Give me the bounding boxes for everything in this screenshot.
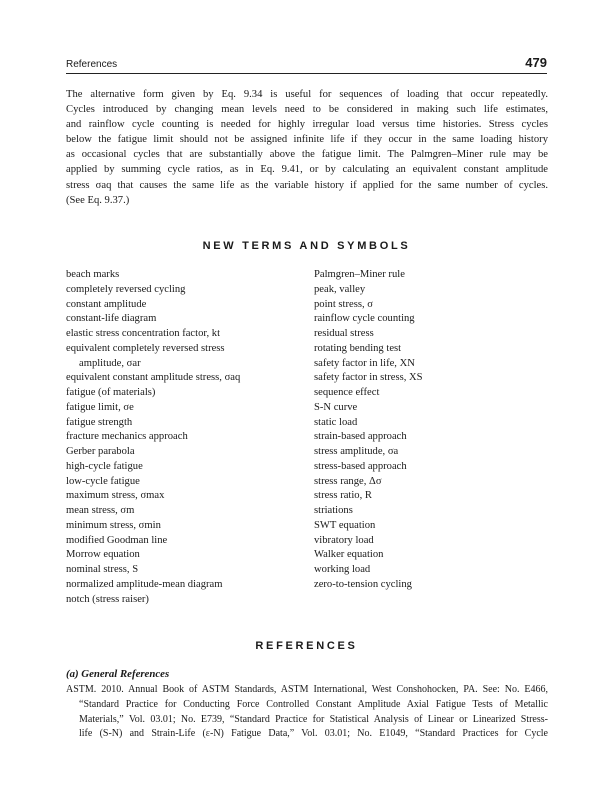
term-item: constant-life diagram [66, 313, 157, 325]
term-item: low-cycle fatigue [66, 475, 140, 487]
term-item: stress-based approach [314, 460, 407, 472]
intro-line: applied by summing cycle ratios, as in Eq. 9.41, or by calculating an equivalent constant amplitude [66, 164, 548, 176]
term-item: beach marks [66, 269, 120, 280]
page-number: 479 [525, 55, 547, 70]
term-item: Walker equation [314, 549, 384, 561]
term-item: equivalent constant amplitude stress, σaq [66, 372, 241, 384]
term-item: striations [314, 505, 353, 516]
term-item: Palmgren–Miner rule [314, 269, 405, 280]
general-references-subheading: (a) General References [66, 668, 170, 680]
intro-line: as occasional cycles that are substantially above the fatigue limit. The Palmgren–Miner rule may be [66, 149, 548, 161]
term-item: fatigue limit, σe [66, 401, 134, 413]
term-item: vibratory load [314, 534, 374, 546]
term-item: fatigue (of materials) [66, 387, 156, 398]
term-item: notch (stress raiser) [66, 593, 149, 605]
term-item: point stress, σ [314, 298, 373, 310]
running-header-section: References [66, 59, 118, 70]
term-item: mean stress, σm [66, 505, 135, 516]
running-header [66, 55, 547, 75]
term-item: peak, valley [314, 283, 366, 295]
term-item: normalized amplitude-mean diagram [66, 578, 223, 590]
references-heading: REFERENCES [255, 640, 358, 652]
header-rule [66, 73, 547, 74]
term-item: equivalent completely reversed stress [66, 342, 225, 354]
term-item: nominal stress, S [66, 564, 139, 575]
term-item: working load [314, 564, 371, 575]
term-item: Gerber parabola [66, 446, 135, 457]
term-item: minimum stress, σmin [66, 519, 161, 531]
term-item: safety factor in stress, XS [314, 372, 423, 384]
term-item: amplitude, σar [79, 357, 141, 369]
reference-line: Materials,” Vol. 03.01; No. E739, “Standard Practice for Statistical Analysis of Linear or Linearized Stress- [79, 713, 548, 725]
intro-paragraph [66, 87, 548, 208]
new-terms-heading: NEW TERMS AND SYMBOLS [202, 240, 411, 252]
term-item: elastic stress concentration factor, kt [66, 328, 221, 339]
term-item: rotating bending test [314, 342, 402, 354]
term-item: fracture mechanics approach [66, 431, 188, 443]
term-item: fatigue strength [66, 416, 133, 428]
terms-list-left [66, 268, 240, 607]
intro-line: below the fatigue limit should not be assigned infinite life if they occur in the same loading history [66, 134, 548, 146]
term-item: high-cycle fatigue [66, 460, 143, 472]
reference-line: “Standard Practice for Conducting Force Controlled Constant Amplitude Axial Fatigue Tests of Metallic [79, 698, 548, 710]
intro-line: Cycles introduced by changing mean levels need to be considered in making such life estimates, [66, 104, 548, 116]
term-item: stress ratio, R [314, 490, 372, 502]
reference-line: ASTM. 2010. Annual Book of ASTM Standards, ASTM International, West Conshohocken, PA. See: No. E466, [66, 684, 548, 695]
term-item: maximum stress, σmax [66, 490, 165, 502]
term-item: completely reversed cycling [66, 283, 186, 295]
term-item: constant amplitude [66, 298, 147, 310]
term-item: safety factor in life, XN [314, 357, 415, 369]
term-item: stress range, Δσ [314, 475, 382, 487]
terms-list-right [314, 268, 423, 593]
term-item: SWT equation [314, 519, 376, 531]
term-item: zero-to-tension cycling [314, 578, 412, 590]
term-item: stress amplitude, σa [314, 446, 399, 457]
term-item: Morrow equation [66, 549, 140, 561]
term-item: modified Goodman line [66, 534, 168, 546]
intro-line: (See Eq. 9.37.) [66, 194, 130, 206]
term-item: static load [314, 416, 358, 428]
intro-line: The alternative form given by Eq. 9.34 is useful for sequences of loading that occur repeatedly. [66, 89, 548, 100]
intro-line: stress σaq that causes the same life as the variable history if applied for the same number of cycles. [66, 179, 548, 191]
term-item: sequence effect [314, 387, 380, 398]
term-item: strain-based approach [314, 431, 407, 443]
term-item: S-N curve [314, 401, 358, 413]
reference-line: life (S-N) and Strain-Life (ε-N) Fatigue Data,” Vol. 03.01; No. E1049, “Standard Practices for Cycle [79, 728, 548, 740]
reference-entry [66, 683, 548, 742]
intro-line: and rainflow cycle counting is needed for highly irregular load versus time histories. Stress cycles [66, 119, 548, 131]
term-item: residual stress [314, 328, 374, 339]
term-item: rainflow cycle counting [314, 313, 415, 325]
